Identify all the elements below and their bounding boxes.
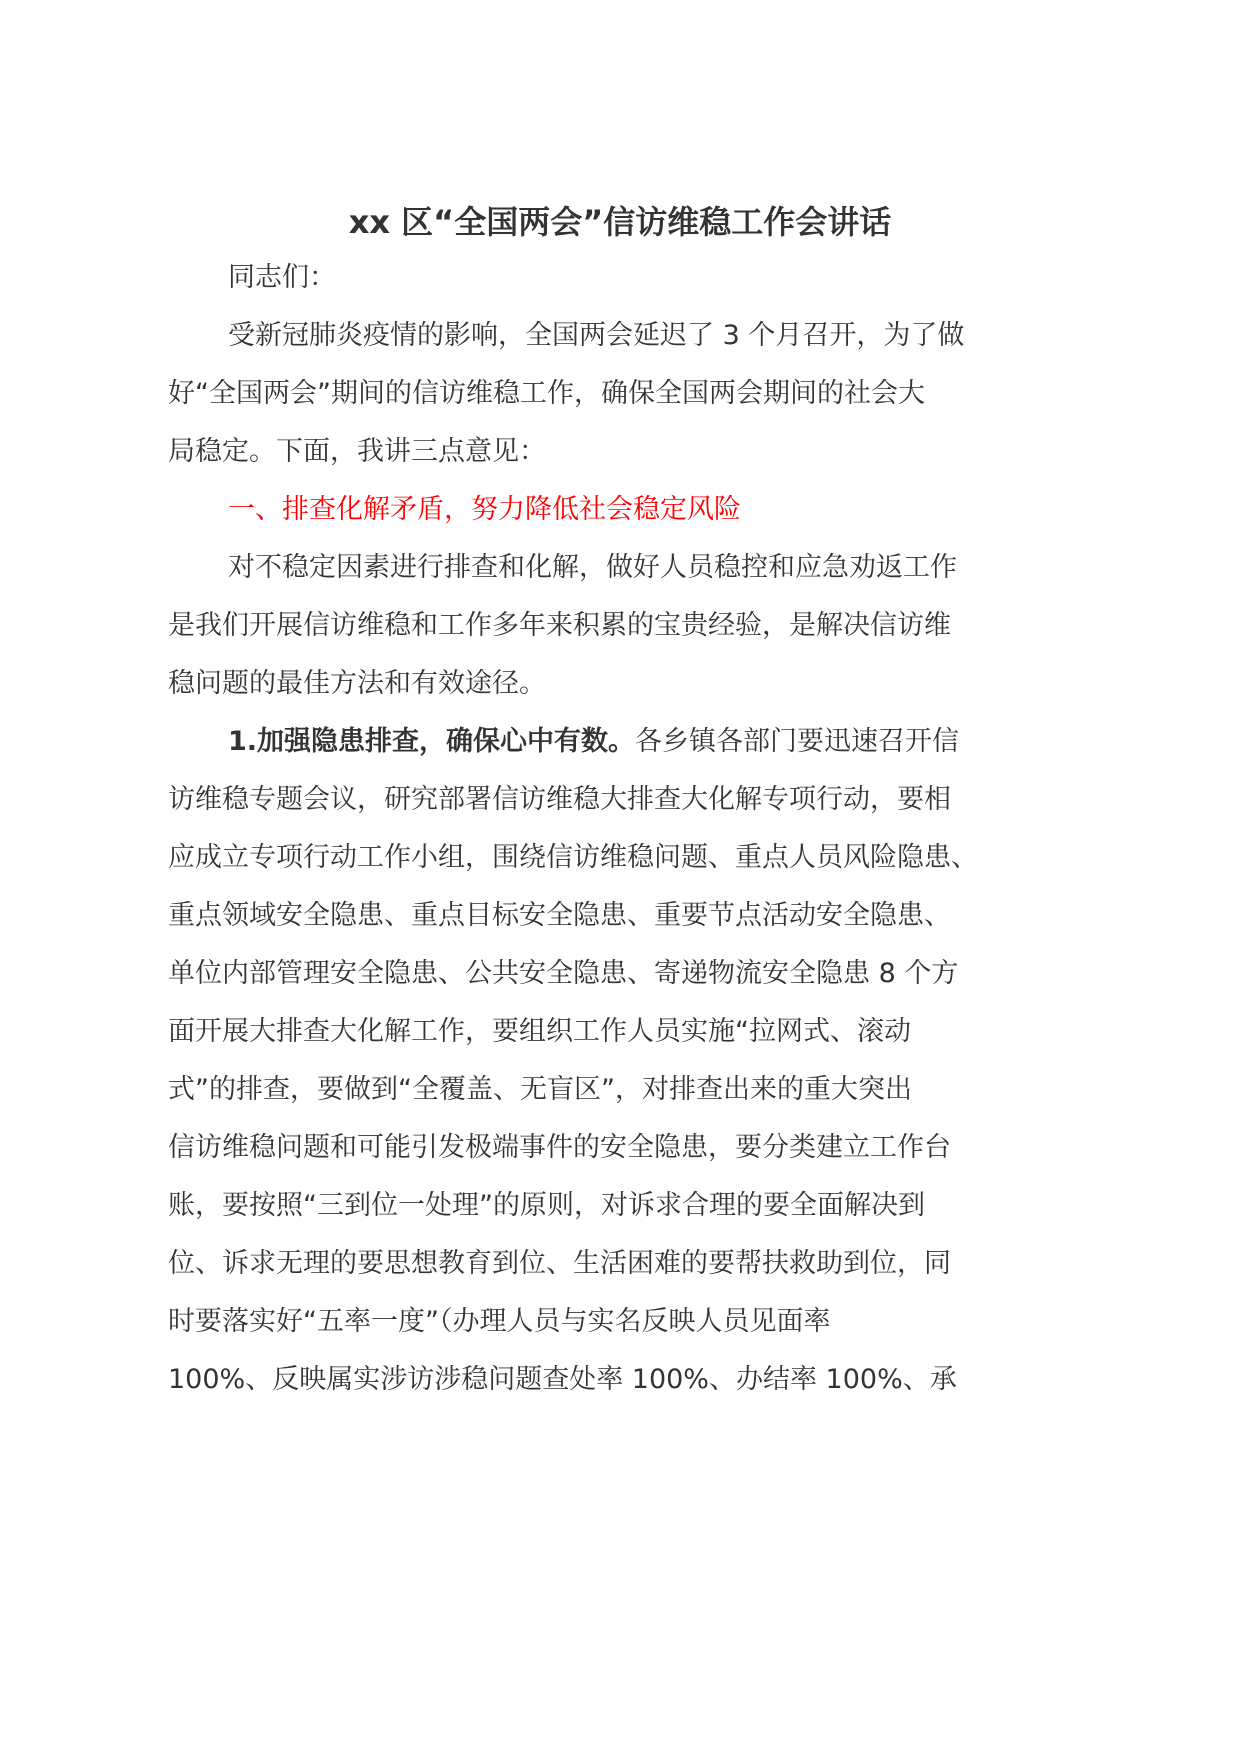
item1-line-4: 单位内部管理安全隐患、公共安全隐患、寄递物流安全隐患 8 个方: [168, 958, 959, 989]
item1-line-11: 100%、反映属实涉访涉稳问题查处率 100%、办结率 100%、承: [168, 1364, 957, 1395]
item1-heading: 1.加强隐患排查，确保心中有数。: [228, 726, 636, 757]
item1-line-8: 账，要按照“三到位一处理”的原则，对诉求合理的要全面解决到: [168, 1190, 925, 1221]
intro-line-2: 好“全国两会”期间的信访维稳工作，确保全国两会期间的社会大: [168, 378, 925, 409]
item1-line-6: 式”的排查，要做到“全覆盖、无盲区”，对排查出来的重大突出: [168, 1074, 912, 1105]
greeting: 同志们：: [228, 262, 336, 293]
section1-para-line-2: 是我们开展信访维稳和工作多年来积累的宝贵经验，是解决信访维: [168, 610, 951, 641]
section1-para-line-3: 稳问题的最佳方法和有效途径。: [168, 668, 546, 699]
intro-line-3: 局稳定。下面，我讲三点意见：: [168, 436, 546, 467]
section1-heading: 一、排查化解矛盾，努力降低社会稳定风险: [228, 494, 741, 525]
item1-first-line-rest: 各乡镇各部门要迅速召开信: [635, 726, 960, 757]
item1-line-2: 应成立专项行动工作小组，围绕信访维稳问题、重点人员风险隐患、: [168, 842, 978, 873]
document-title: xx 区“全国两会”信访维稳工作会讲话: [348, 203, 892, 241]
intro-line-1: 受新冠肺炎疫情的影响，全国两会延迟了 3 个月召开，为了做: [228, 320, 965, 351]
section1-para-line-1: 对不稳定因素进行排查和化解，做好人员稳控和应急劝返工作: [228, 552, 957, 583]
item1-line-9: 位、诉求无理的要思想教育到位、生活困难的要帮扶救助到位，同: [168, 1248, 951, 1279]
item1-line-10: 时要落实好“五率一度”（办理人员与实名反映人员见面率: [168, 1306, 831, 1337]
item1-line-5: 面开展大排查大化解工作，要组织工作人员实施“拉网式、滚动: [168, 1016, 911, 1047]
item1-line-7: 信访维稳问题和可能引发极端事件的安全隐患，要分类建立工作台: [168, 1132, 951, 1163]
item1-first-line: [228, 722, 959, 762]
item1-line-1: 访维稳专题会议，研究部署信访维稳大排查大化解专项行动，要相: [168, 784, 951, 815]
item1-line-3: 重点领域安全隐患、重点目标安全隐患、重要节点活动安全隐患、: [168, 900, 951, 931]
